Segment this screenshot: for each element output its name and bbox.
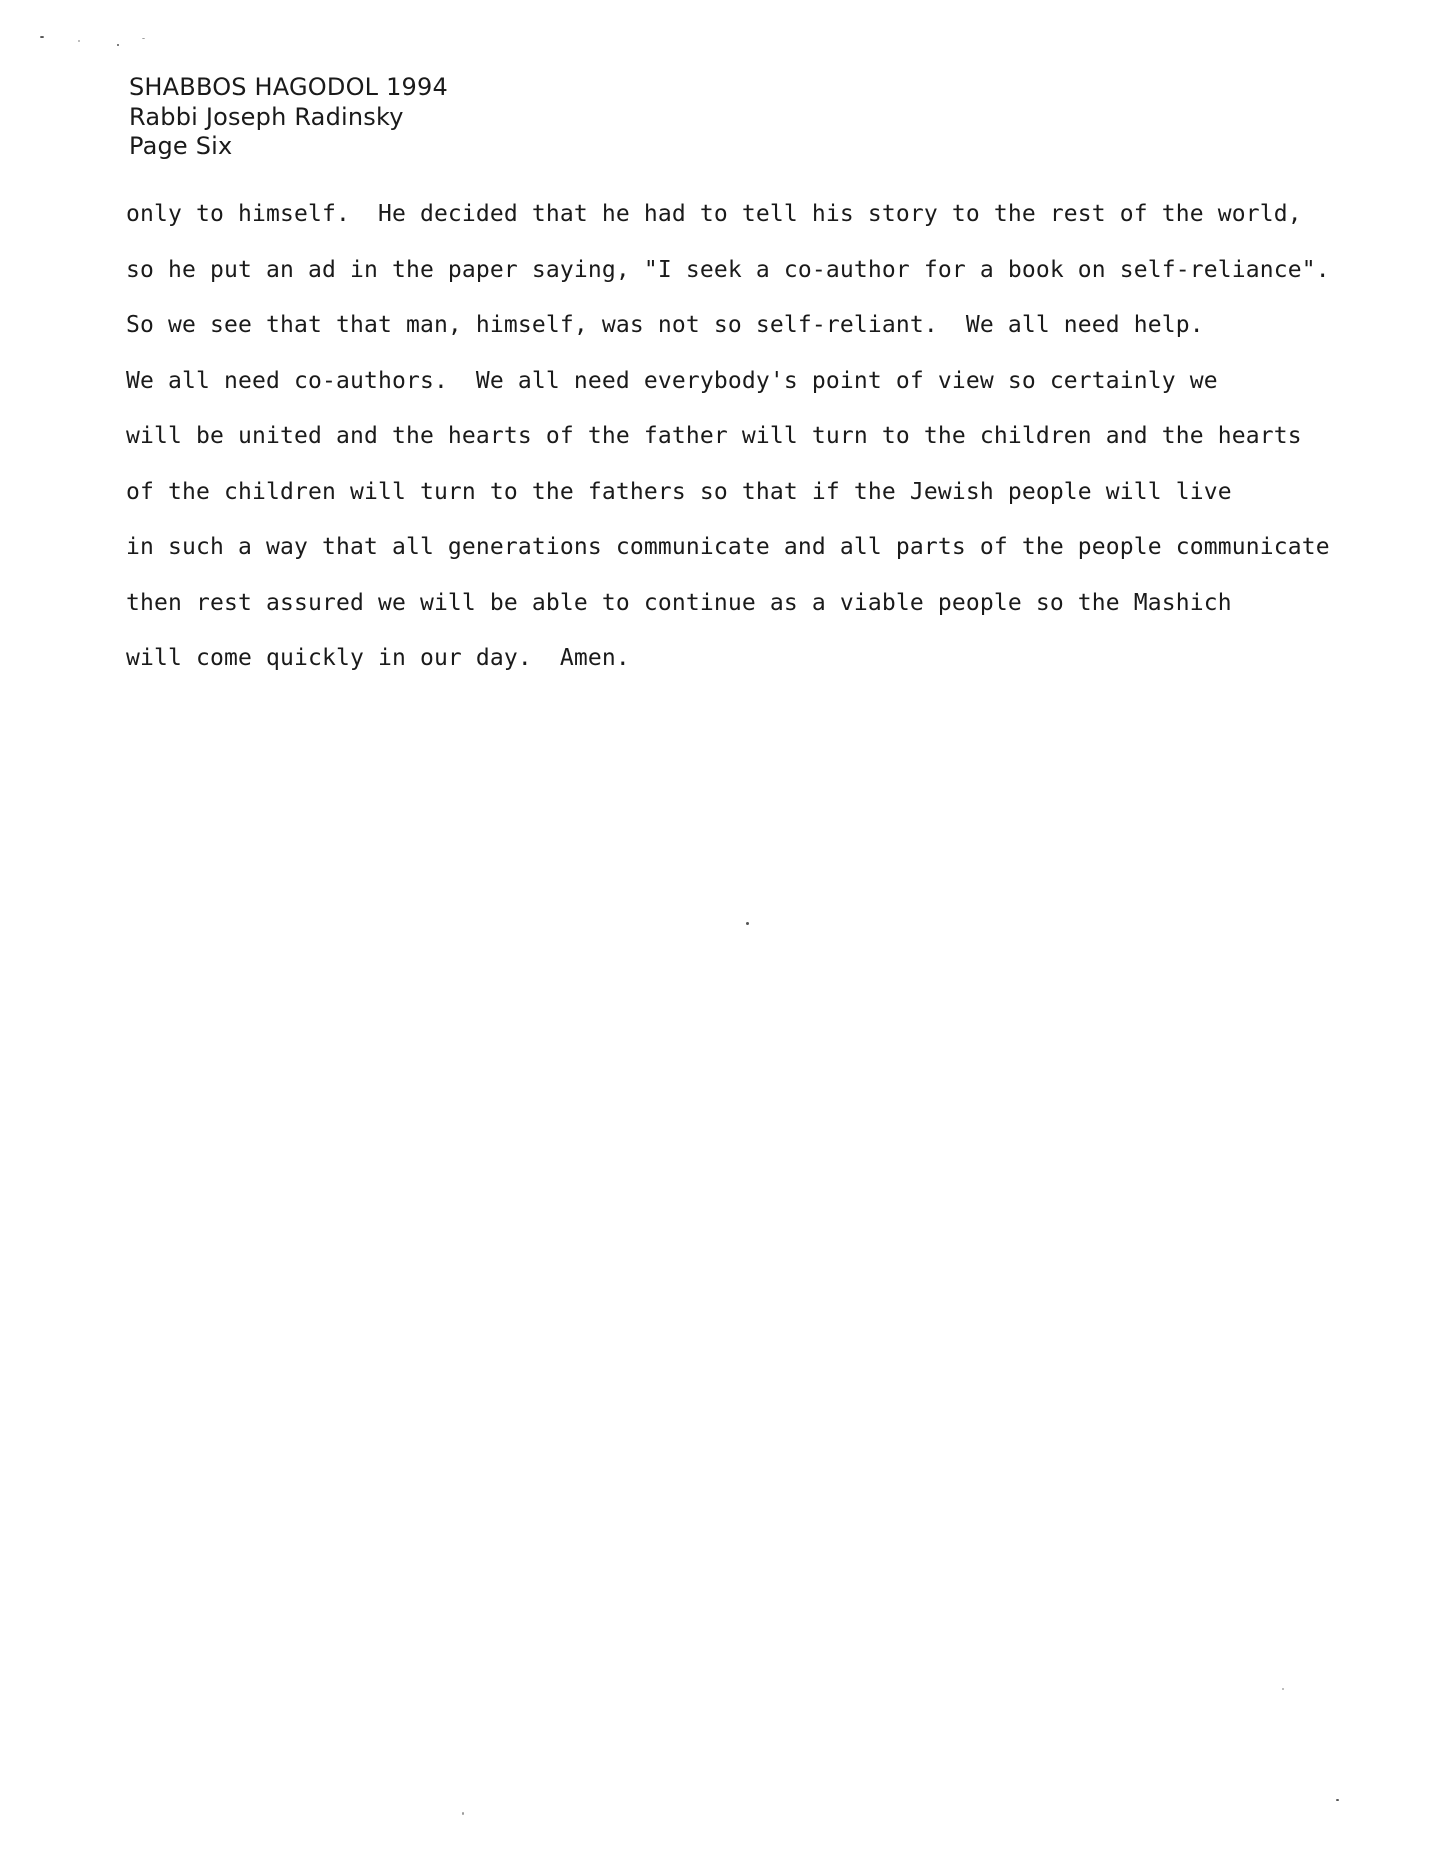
scan-speck xyxy=(1282,1688,1284,1690)
page-label: Page Six xyxy=(129,132,233,160)
text-line: then rest assured we will be able to continue as a viable people so the Mashich xyxy=(126,589,1232,616)
scan-speck xyxy=(78,40,80,42)
scan-speck xyxy=(40,36,44,38)
scan-speck xyxy=(1336,1799,1339,1801)
scan-speck xyxy=(117,44,119,46)
text-line: in such a way that all generations communicate and all parts of the people communicate xyxy=(126,534,1330,560)
document-header xyxy=(129,73,448,162)
scan-speck xyxy=(142,38,145,39)
text-line: only to himself. He decided that he had to tell his story to the rest of the world, xyxy=(126,201,1302,227)
text-line: So we see that that man, himself, was not so self-reliant. We all need help. xyxy=(126,312,1204,338)
scan-speck xyxy=(746,922,749,925)
sermon-title: SHABBOS HAGODOL 1994 xyxy=(129,73,448,101)
author-name: Rabbi Joseph Radinsky xyxy=(129,102,404,131)
scan-speck xyxy=(462,1812,464,1815)
text-line: will come quickly in our day. Amen. xyxy=(126,645,630,671)
text-line: We all need co-authors. We all need everybody's point of view so certainly we xyxy=(126,367,1218,394)
text-line: of the children will turn to the fathers so that if the Jewish people will live xyxy=(126,478,1232,505)
text-line: will be united and the hearts of the father will turn to the children and the hearts xyxy=(126,423,1302,449)
text-line: so he put an ad in the paper saying, "I seek a co-author for a book on self-reliance". xyxy=(126,256,1330,283)
body-paragraph xyxy=(126,187,1396,687)
